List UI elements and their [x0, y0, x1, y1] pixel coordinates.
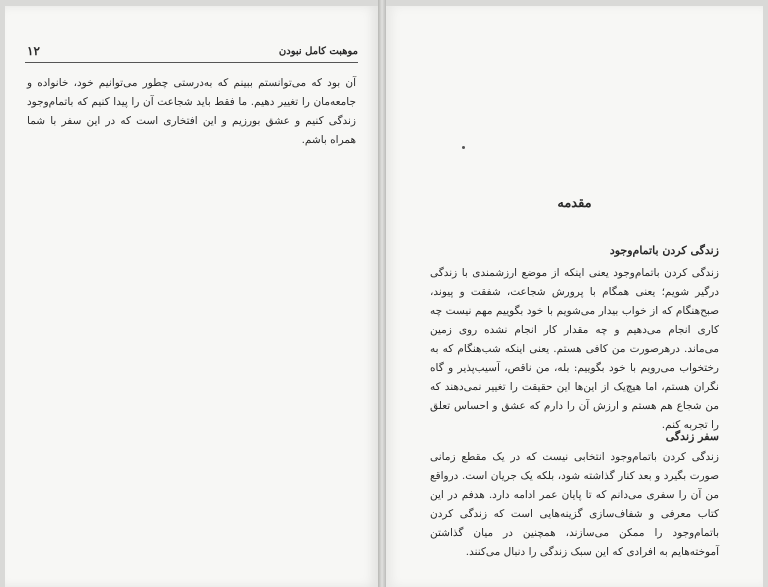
running-header	[25, 44, 358, 63]
section1-paragraph: زندگی کردن باتمام‌وجود یعنی اینکه از موضع ارزشمندی با زندگی درگیر شویم؛ یعنی همگام با پرورش شجاعت، شفقت و پیوند، صبح‌هنگام که از خواب بیدار می‌شویم با خود بگوییم مهم نیست چه کاری انجام می‌دهیم و چه مقدار کار انجام نشده روی زمین می‌ماند. درهرصورت من کافی هستم. یعنی اینکه شب‌هنگام که به رختخواب می‌رویم با خود بگوییم: بله، من ناقص، آسیب‌پذیر و گاه نگران هستم، اما هیچ‌یک از این‌ها این حقیقت را تغییر نمی‌دهند که من شجاع هم هستم و ارزش آن را دارم که عشق و احساس تعلق را تجربه کنم.	[430, 267, 719, 431]
header-title: موهبت کامل نبودن	[278, 46, 358, 57]
page-number: ۱۲	[27, 44, 40, 58]
ink-speck	[462, 146, 465, 149]
right-page	[386, 6, 763, 587]
chapter-title: مقدمه	[557, 196, 592, 211]
section1-title: زندگی کردن باتمام‌وجود	[609, 244, 719, 257]
left-page	[5, 6, 378, 587]
book-gutter	[378, 0, 386, 587]
left-paragraph: آن بود که می‌توانستم ببینم که به‌درستی چطور می‌توانیم خود، خانواده و جامعه‌مان را تغییر دهیم. ما فقط باید شجاعت آن را پیدا کنیم که باتمام‌وجود زندگی کنیم و عشق بورزیم و این افتخاری است که در این سفر با شما همراه باشم.	[27, 77, 356, 146]
section2-title: سفر زندگی	[665, 430, 719, 443]
section2-paragraph: زندگی کردن باتمام‌وجود انتخابی نیست که در یک مقطع زمانی صورت بگیرد و بعد کنار گذاشته شود، بلکه یک جریان است. درواقع من آن را سفری می‌دانم که تا پایان عمر ادامه دارد. هدفم در این کتاب معرفی و شفاف‌سازی گزینه‌هایی است که زندگی کردن باتمام‌وجود را ممکن می‌سازند، همچنین در میان گذاشتن آموخته‌هایم به افرادی که این سبک زندگی را دنبال می‌کنند.	[430, 451, 719, 558]
